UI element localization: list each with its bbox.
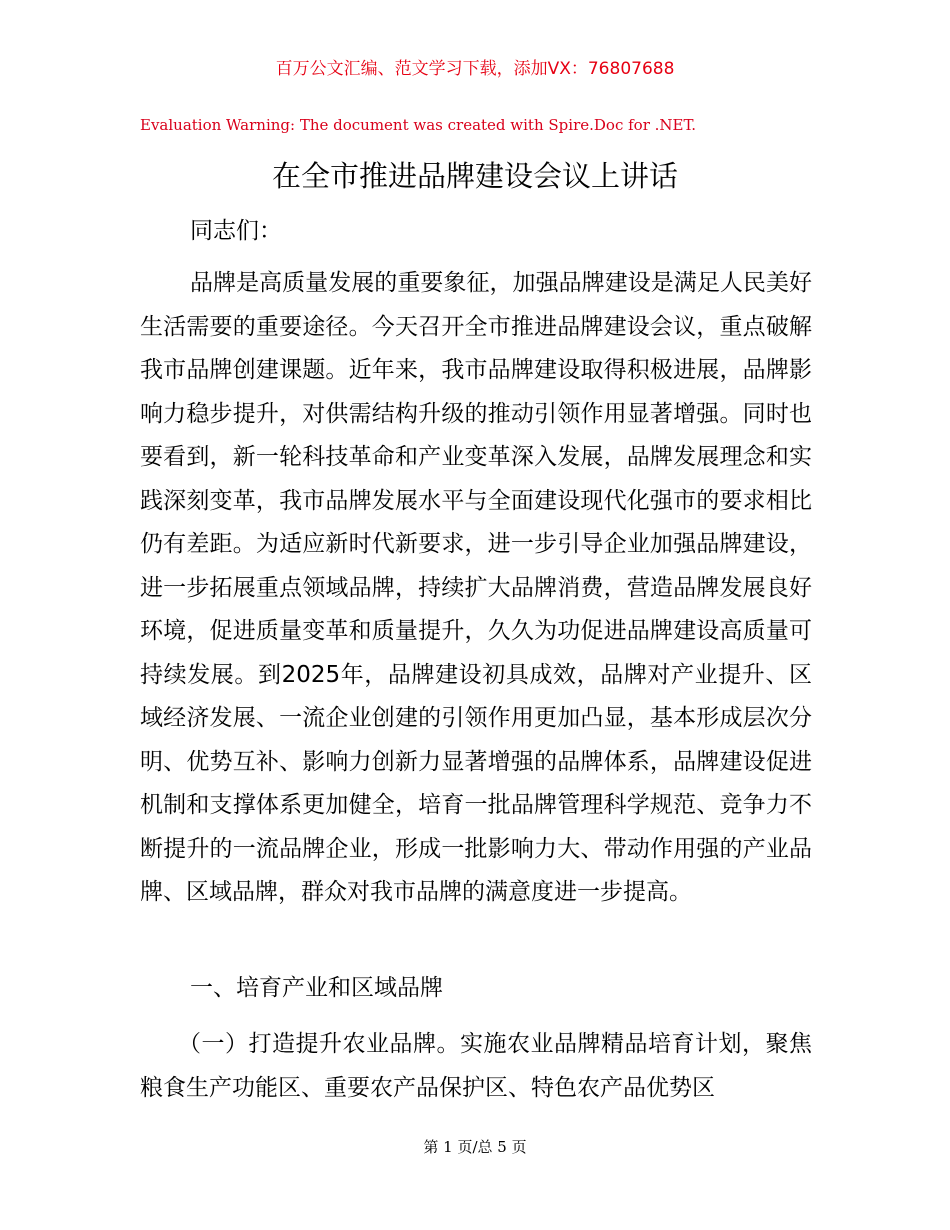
page-number: 第 1 页/总 5 页 bbox=[423, 1138, 527, 1156]
salutation: 同志们： bbox=[190, 218, 282, 244]
section-heading-1: 一、培育产业和区域品牌 bbox=[190, 975, 443, 1001]
promo-banner: 百万公文汇编、范文学习下载，添加VX：76807688 bbox=[275, 59, 675, 79]
body-paragraph-subsection-1: （一）打造提升农业品牌。实施农业品牌精品培育计划，聚焦粮食生产功能区、重要农产品保护区、特色农产品优势区 bbox=[140, 1031, 812, 1101]
evaluation-warning: Evaluation Warning: The document was created with Spire.Doc for .NET. bbox=[140, 116, 697, 134]
body-paragraph-intro: 品牌是高质量发展的重要象征，加强品牌建设是满足人民美好生活需要的重要途径。今天召开全市推进品牌建设会议，重点破解我市品牌创建课题。近年来，我市品牌建设取得积极进展，品牌影响力稳步提升，对供需结构升级的推动引领作用显著增强。同时也要看到，新一轮科技革命和产业变革深入发展，品牌发展理念和实践深刻变革，我市品牌发展水平与全面建设现代化强市的要求相比仍有差距。为适应新时代新要求，进一步引导企业加强品牌建设，进一步拓展重点领域品牌，持续扩大品牌消费，营造品牌发展良好环境，促进质量变革和质量提升，久久为功促进品牌建设高质量可持续发展。到2025年，品牌建设初具成效，品牌对产业提升、区域经济发展、一流企业创建的引领作用更加凸显，基本形成层次分明、优势互补、影响力创新力显著增强的品牌体系，品牌建设促进机制和支撑体系更加健全，培育一批品牌管理科学规范、竞争力不断提升的一流品牌企业，形成一批影响力大、带动作用强的产业品牌、区域品牌，群众对我市品牌的满意度进一步提高。 bbox=[140, 270, 812, 905]
document-title: 在全市推进品牌建设会议上讲话 bbox=[271, 159, 678, 193]
